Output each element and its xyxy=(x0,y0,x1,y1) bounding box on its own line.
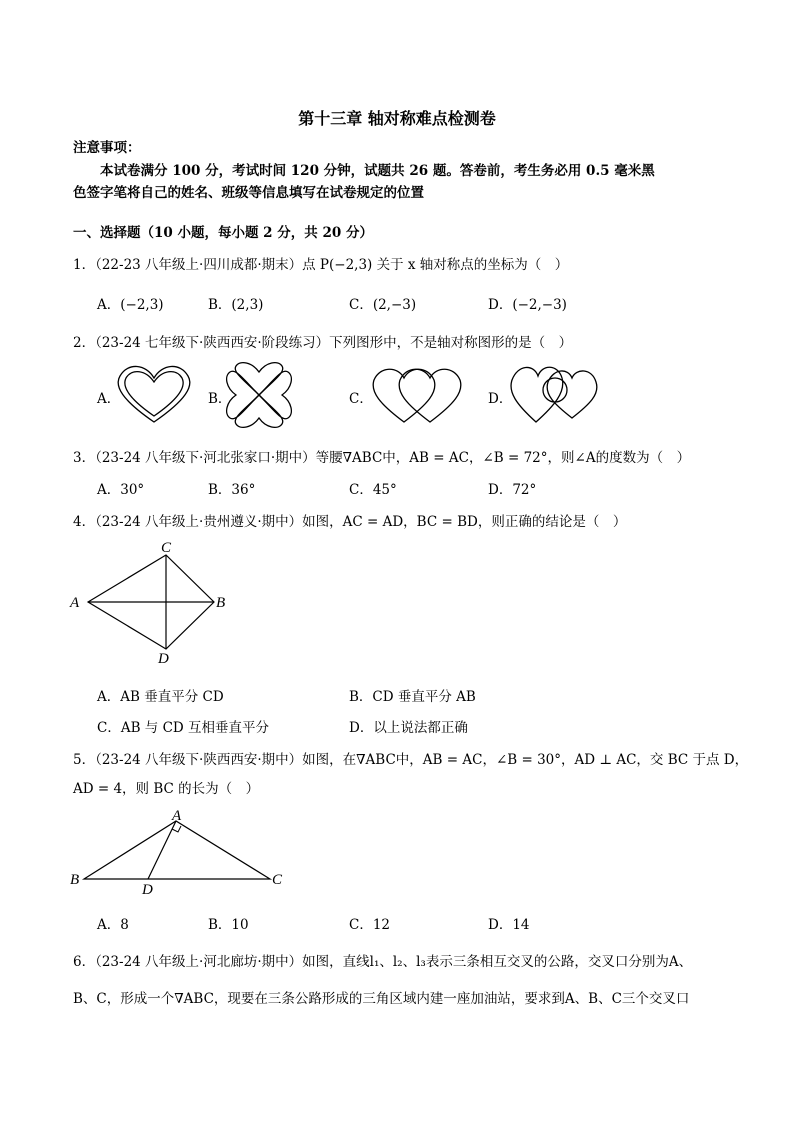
page-title: 第十三章 轴对称难点检测卷 xyxy=(298,109,496,128)
q4-label-d: D xyxy=(158,651,169,667)
q1-option-a[interactable]: A．(−2,3) xyxy=(97,297,164,313)
q3-option-a[interactable]: A．30° xyxy=(97,482,145,498)
q4-option-d[interactable]: D．以上说法都正确 xyxy=(349,720,468,736)
q2-option-c[interactable]: C． xyxy=(349,391,373,407)
q2-option-a[interactable]: A． xyxy=(97,391,121,407)
q4-option-b[interactable]: B．CD 垂直平分 AB xyxy=(349,689,476,705)
q4-label-c: C xyxy=(161,540,172,556)
question-6-stem-line-2: B、C，形成一个∇ABC，现要在三条公路形成的三角区域内建一座加油站，要求到A、B、C三个交叉口 xyxy=(73,991,690,1007)
q4-label-a: A xyxy=(70,595,80,611)
q5-figure-triangle xyxy=(66,805,296,897)
notice-heading: 注意事项： xyxy=(73,140,141,156)
q3-option-c[interactable]: C．45° xyxy=(349,482,397,498)
question-6-stem-line-1: 6．（23-24 八年级上·河北廊坊·期中）如图，直线l₁、l₂、l₃表示三条相互交叉的公路，交叉口分别为A、 xyxy=(73,954,693,970)
question-4-stem: 4．（23-24 八年级上·贵州遵义·期中）如图，AC = AD，BC = BD，则正确的结论是（ ） xyxy=(73,514,627,530)
q1-option-c[interactable]: C．(2,−3) xyxy=(349,297,417,313)
question-5-stem-line-2: AD = 4，则 BC 的长为（ ） xyxy=(73,781,260,797)
q2-option-d[interactable]: D． xyxy=(488,391,513,407)
q5-label-a: A xyxy=(172,808,182,824)
question-1-stem: 1．（22-23 八年级上·四川成都·期末）点 P(−2,3) 关于 x 轴对称点的坐标为（ ） xyxy=(73,257,569,273)
q2-figure-a-double-heart xyxy=(114,362,194,428)
q5-option-c[interactable]: C．12 xyxy=(349,917,391,933)
q2-figure-d-heart-circles xyxy=(506,360,602,428)
q5-label-d: D xyxy=(142,882,153,897)
question-5-stem-line-1: 5．（23-24 八年级下·陕西西安·期中）如图，在∇ABC中，AB = AC，∠B = 30°，AD ⊥ AC，交 BC 于点 D， xyxy=(73,752,749,768)
q3-option-b[interactable]: B．36° xyxy=(208,482,256,498)
q1-option-d[interactable]: D．(−2,−3) xyxy=(488,297,567,313)
q5-label-c: C xyxy=(272,872,283,888)
q1-option-b[interactable]: B．(2,3) xyxy=(208,297,264,313)
q2-option-b[interactable]: B． xyxy=(208,391,232,407)
q5-option-b[interactable]: B．10 xyxy=(208,917,249,933)
q4-option-a[interactable]: A．AB 垂直平分 CD xyxy=(97,689,224,705)
notice-line-1: 本试卷满分 100 分，考试时间 120 分钟，试题共 26 题。答卷前，考生务必用 0.5 毫米黑 xyxy=(100,163,655,179)
q2-figure-c-two-hearts xyxy=(368,364,466,426)
q5-option-d[interactable]: D．14 xyxy=(488,917,530,933)
question-2-stem: 2．（23-24 七年级下·陕西西安·阶段练习）下列图形中，不是轴对称图形的是（ ） xyxy=(73,335,573,351)
q3-option-d[interactable]: D．72° xyxy=(488,482,537,498)
q4-label-b: B xyxy=(216,595,226,611)
notice-line-2: 色签字笔将自己的姓名、班级等信息填写在试卷规定的位置 xyxy=(73,185,424,201)
q5-option-a[interactable]: A．8 xyxy=(97,917,129,933)
q5-label-b: B xyxy=(70,872,80,888)
section-heading: 一、选择题（10 小题，每小题 2 分，共 20 分） xyxy=(73,225,373,241)
q4-option-c[interactable]: C．AB 与 CD 互相垂直平分 xyxy=(97,720,270,736)
q2-figure-b-four-hearts xyxy=(224,360,294,430)
question-3-stem: 3．（23-24 八年级下·河北张家口·期中）等腰∇ABC中，AB = AC，∠B = 72°，则∠A的度数为（ ） xyxy=(73,450,691,466)
q4-figure-kite xyxy=(66,535,246,667)
